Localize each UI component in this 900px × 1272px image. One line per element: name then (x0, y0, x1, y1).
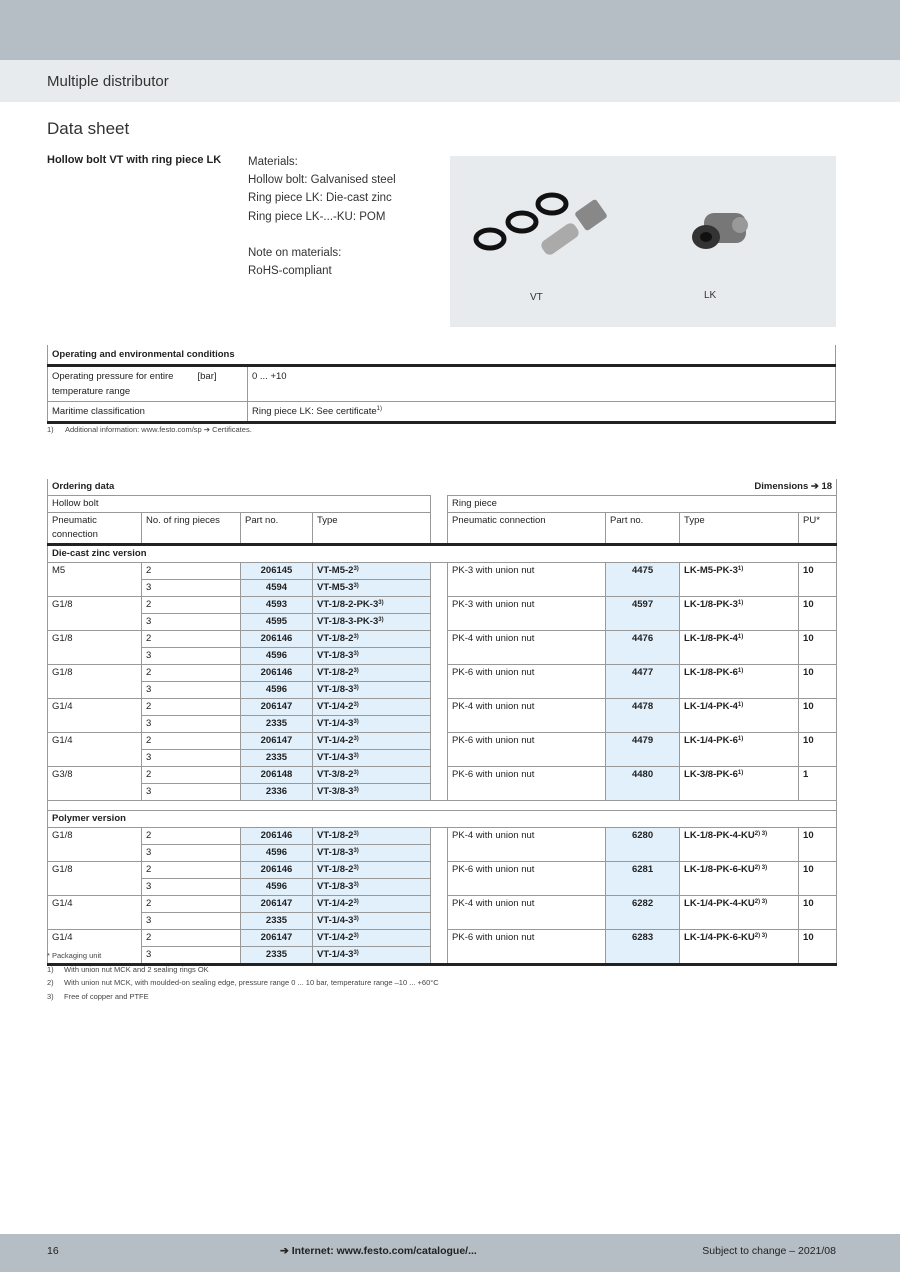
gap-cell (431, 665, 448, 699)
op-value: Ring piece LK: See certificate$^{1)}$ (248, 402, 836, 423)
rings-cell: 3 (142, 947, 241, 965)
part-cell: 2335 (241, 913, 313, 930)
ring-type-cell: LK-M5-PK-3$^{1)}$ (680, 563, 799, 597)
col-pneumatic-ring: Pneumatic connection (448, 513, 606, 545)
part-cell: 4593 (241, 597, 313, 614)
table-row (48, 665, 837, 682)
conn-cell: G3/8 (48, 767, 142, 801)
table-row (48, 563, 837, 580)
gap-cell (431, 563, 448, 597)
ring-conn-cell: PK-4 with union nut (448, 699, 606, 733)
pu-cell: 10 (799, 733, 837, 767)
section-title: Data sheet (47, 119, 130, 138)
table-header-row (48, 496, 837, 513)
op-header: Operating and environmental conditions (48, 345, 836, 366)
part-cell: 206146 (241, 631, 313, 648)
ring-type-cell: LK-1/8-PK-6$^{1)}$ (680, 665, 799, 699)
ring-part-cell: 6283 (606, 930, 680, 965)
footer (0, 1234, 900, 1272)
op-value: 0 ... +10 (248, 366, 836, 402)
ordering-title: Ordering data (48, 479, 431, 496)
type-cell: VT-1/8-2$^{3)}$ (313, 631, 431, 648)
materials-line: Materials: (248, 156, 298, 168)
rings-cell: 2 (142, 896, 241, 913)
header-title: Multiple distributor (47, 73, 169, 90)
conn-cell: G1/8 (48, 631, 142, 665)
dimensions-link[interactable]: Dimensions ➔ 18 (448, 479, 837, 496)
op-label: Operating pressure for entire temperature range (48, 366, 194, 402)
part-cell: 206146 (241, 828, 313, 845)
page-number: 16 (47, 1245, 59, 1257)
materials-line: Ring piece LK: Die-cast zinc (248, 192, 392, 205)
top-bar (0, 0, 900, 60)
section-label: Die-cast zinc version (48, 545, 837, 563)
op-label: Maritime classification (48, 402, 248, 423)
rings-cell: 2 (142, 597, 241, 614)
table-row (48, 402, 836, 423)
gap-cell (431, 828, 448, 862)
type-cell: VT-3/8-2$^{3)}$ (313, 767, 431, 784)
image-label-lk: LK (704, 290, 717, 301)
part-cell: 206146 (241, 665, 313, 682)
ring-part-cell: 4597 (606, 597, 680, 631)
table-row (48, 366, 836, 402)
type-cell: VT-1/4-2$^{3)}$ (313, 699, 431, 716)
type-cell: VT-1/4-2$^{3)}$ (313, 896, 431, 913)
rings-cell: 3 (142, 913, 241, 930)
ring-conn-cell: PK-6 with union nut (448, 930, 606, 965)
subject-to-change: Subject to change – 2021/08 (702, 1245, 836, 1257)
part-cell: 206147 (241, 733, 313, 750)
operating-conditions-table (47, 345, 836, 424)
rings-cell: 3 (142, 784, 241, 801)
ring-part-cell: 4475 (606, 563, 680, 597)
rings-cell: 2 (142, 828, 241, 845)
type-cell: VT-1/4-3$^{3)}$ (313, 913, 431, 930)
conn-cell: G1/4 (48, 733, 142, 767)
conn-cell: G1/8 (48, 597, 142, 631)
ring-type-cell: $LK-1/8-PK-6-KU^{2) 3)}$ (680, 862, 799, 896)
materials-line: Note on materials: (248, 246, 342, 259)
type-cell: VT-1/8-2$^{3)}$ (313, 665, 431, 682)
col-part-ring: Part no. (606, 513, 680, 545)
pu-cell: 10 (799, 699, 837, 733)
gap-cell (431, 767, 448, 801)
rings-cell: 3 (142, 845, 241, 862)
pu-cell: 10 (799, 631, 837, 665)
part-cell: 2336 (241, 784, 313, 801)
ring-part-cell: 6282 (606, 896, 680, 930)
table-header-row (48, 479, 837, 496)
table-header-row (48, 345, 836, 366)
section-row (48, 545, 837, 563)
ring-part-cell: 6280 (606, 828, 680, 862)
footnote-2: 2) With union nut MCK, with moulded-on sealing edge, pressure range 0 ... 10 bar, temperature range –10 ... +60°C (47, 978, 439, 987)
conn-cell: G1/8 (48, 828, 142, 862)
part-cell: 2335 (241, 750, 313, 767)
gap-cell (431, 699, 448, 733)
ring-conn-cell: PK-4 with union nut (448, 631, 606, 665)
table-row (48, 896, 837, 913)
part-cell: 2335 (241, 716, 313, 733)
type-cell: VT-1/4-2$^{3)}$ (313, 733, 431, 750)
materials-line: Hollow bolt: Galvanised steel (248, 174, 396, 187)
type-cell: VT-1/8-3$^{3)}$ (313, 879, 431, 896)
hollow-bolt-header: Hollow bolt (48, 496, 431, 513)
col-type: Type (313, 513, 431, 545)
table-row (48, 631, 837, 648)
ring-type-cell: LK-1/4-PK-4$^{1)}$ (680, 699, 799, 733)
pu-cell: 10 (799, 563, 837, 597)
rings-cell: 3 (142, 648, 241, 665)
materials-line: Ring piece LK-...-KU: POM (248, 210, 386, 223)
materials-line: RoHS-compliant (248, 265, 332, 278)
ring-part-cell: 4478 (606, 699, 680, 733)
part-cell: 206147 (241, 896, 313, 913)
part-cell: 206146 (241, 862, 313, 879)
conn-cell: M5 (48, 563, 142, 597)
footnote-1: 1) With union nut MCK and 2 sealing rings OK (47, 964, 209, 974)
rings-cell: 2 (142, 563, 241, 580)
ring-conn-cell: PK-3 with union nut (448, 563, 606, 597)
pu-cell: 10 (799, 828, 837, 862)
table-row (48, 733, 837, 750)
conn-cell: G1/8 (48, 665, 142, 699)
ring-type-cell: LK-1/8-PK-3$^{1)}$ (680, 597, 799, 631)
type-cell: VT-1/4-3$^{3)}$ (313, 716, 431, 733)
type-cell: VT-1/8-3$^{3)}$ (313, 648, 431, 665)
pu-cell: 1 (799, 767, 837, 801)
rings-cell: 3 (142, 580, 241, 597)
rings-cell: 3 (142, 716, 241, 733)
part-cell: 206145 (241, 563, 313, 580)
type-cell: VT-1/8-2-PK-3$^{3)}$ (313, 597, 431, 614)
ring-piece-image (682, 201, 762, 261)
hollow-bolt-image (470, 186, 620, 266)
part-cell: 206148 (241, 767, 313, 784)
ring-type-cell: LK-1/4-PK-6$^{1)}$ (680, 733, 799, 767)
part-cell: 4596 (241, 682, 313, 699)
ring-part-cell: 4480 (606, 767, 680, 801)
table-row (48, 699, 837, 716)
type-cell: VT-1/4-3$^{3)}$ (313, 750, 431, 767)
gap-cell (431, 733, 448, 767)
col-pneumatic: Pneumatic connection (48, 513, 142, 545)
col-type-ring: Type (680, 513, 799, 545)
ring-type-cell: LK-1/8-PK-4$^{1)}$ (680, 631, 799, 665)
op-footnote: 1) Additional information: www.festo.com/sp ➔ Certificates. (47, 425, 252, 434)
ring-conn-cell: PK-6 with union nut (448, 862, 606, 896)
table-row (48, 597, 837, 614)
type-cell: VT-1/8-3$^{3)}$ (313, 845, 431, 862)
part-cell: 206147 (241, 930, 313, 947)
footnote-pu: * Packaging unit (47, 951, 102, 960)
type-cell: VT-1/8-2$^{3)}$ (313, 862, 431, 879)
product-title: Hollow bolt VT with ring piece LK (47, 154, 222, 166)
spacer-row (48, 801, 837, 811)
part-cell: 206147 (241, 699, 313, 716)
ring-part-cell: 4479 (606, 733, 680, 767)
rings-cell: 2 (142, 930, 241, 947)
ring-conn-cell: PK-6 with union nut (448, 733, 606, 767)
gap-cell (431, 862, 448, 896)
ring-type-cell: LK-3/8-PK-6$^{1)}$ (680, 767, 799, 801)
type-cell: VT-M5-3$^{3)}$ (313, 580, 431, 597)
table-header-row (48, 513, 837, 545)
table-row (48, 767, 837, 784)
conn-cell: G1/4 (48, 699, 142, 733)
image-label-vt: VT (530, 292, 543, 303)
footnotes (47, 949, 439, 1003)
rings-cell: 3 (142, 750, 241, 767)
rings-cell: 2 (142, 733, 241, 750)
rings-cell: 2 (142, 862, 241, 879)
col-pu: PU* (799, 513, 837, 545)
pu-cell: 10 (799, 930, 837, 965)
ring-conn-cell: PK-6 with union nut (448, 767, 606, 801)
type-cell: VT-1/4-3$^{3)}$ (313, 947, 431, 965)
type-cell: VT-3/8-3$^{3)}$ (313, 784, 431, 801)
part-cell: 2335 (241, 947, 313, 965)
pu-cell: 10 (799, 896, 837, 930)
materials-block (248, 153, 396, 280)
gap-cell (431, 896, 448, 930)
table-row (48, 862, 837, 879)
pu-cell: 10 (799, 597, 837, 631)
type-cell: VT-M5-2$^{3)}$ (313, 563, 431, 580)
conn-cell: G1/8 (48, 862, 142, 896)
part-cell: 4596 (241, 879, 313, 896)
op-unit: [bar] (194, 366, 248, 402)
conn-cell: G1/4 (48, 896, 142, 930)
section-row (48, 811, 837, 828)
ring-type-cell: $LK-1/4-PK-4-KU^{2) 3)}$ (680, 896, 799, 930)
ring-conn-cell: PK-6 with union nut (448, 665, 606, 699)
ring-part-cell: 6281 (606, 862, 680, 896)
ring-part-cell: 4477 (606, 665, 680, 699)
rings-cell: 2 (142, 699, 241, 716)
ring-conn-cell: PK-4 with union nut (448, 828, 606, 862)
part-cell: 4594 (241, 580, 313, 597)
rings-cell: 3 (142, 879, 241, 896)
gap-cell (431, 597, 448, 631)
col-rings: No. of ring pieces (142, 513, 241, 545)
part-cell: 4596 (241, 648, 313, 665)
rings-cell: 3 (142, 682, 241, 699)
rings-cell: 2 (142, 767, 241, 784)
col-part: Part no. (241, 513, 313, 545)
ring-conn-cell: PK-4 with union nut (448, 896, 606, 930)
type-cell: VT-1/8-3$^{3)}$ (313, 682, 431, 699)
ring-part-cell: 4476 (606, 631, 680, 665)
type-cell: VT-1/8-3-PK-3$^{3)}$ (313, 614, 431, 631)
ring-conn-cell: PK-3 with union nut (448, 597, 606, 631)
ring-type-cell: $LK-1/4-PK-6-KU^{2) 3)}$ (680, 930, 799, 965)
product-image-box (450, 156, 836, 327)
conn-cell: G1/4 (48, 930, 142, 965)
type-cell: VT-1/8-2$^{3)}$ (313, 828, 431, 845)
rings-cell: 2 (142, 631, 241, 648)
gap-cell (431, 631, 448, 665)
pu-cell: 10 (799, 665, 837, 699)
type-cell: VT-1/4-2$^{3)}$ (313, 930, 431, 947)
ring-piece-header: Ring piece (448, 496, 837, 513)
footnote-3: 3) Free of copper and PTFE (47, 991, 149, 1001)
pu-cell: 10 (799, 862, 837, 896)
rings-cell: 2 (142, 665, 241, 682)
ordering-data-table (47, 479, 837, 967)
table-row (48, 828, 837, 845)
catalogue-link[interactable]: ➔ Internet: www.festo.com/catalogue/... (280, 1245, 477, 1257)
table-row (48, 930, 837, 947)
ring-type-cell: $LK-1/8-PK-4-KU^{2) 3)}$ (680, 828, 799, 862)
part-cell: 4595 (241, 614, 313, 631)
section-label: Polymer version (48, 811, 837, 828)
rings-cell: 3 (142, 614, 241, 631)
part-cell: 4596 (241, 845, 313, 862)
